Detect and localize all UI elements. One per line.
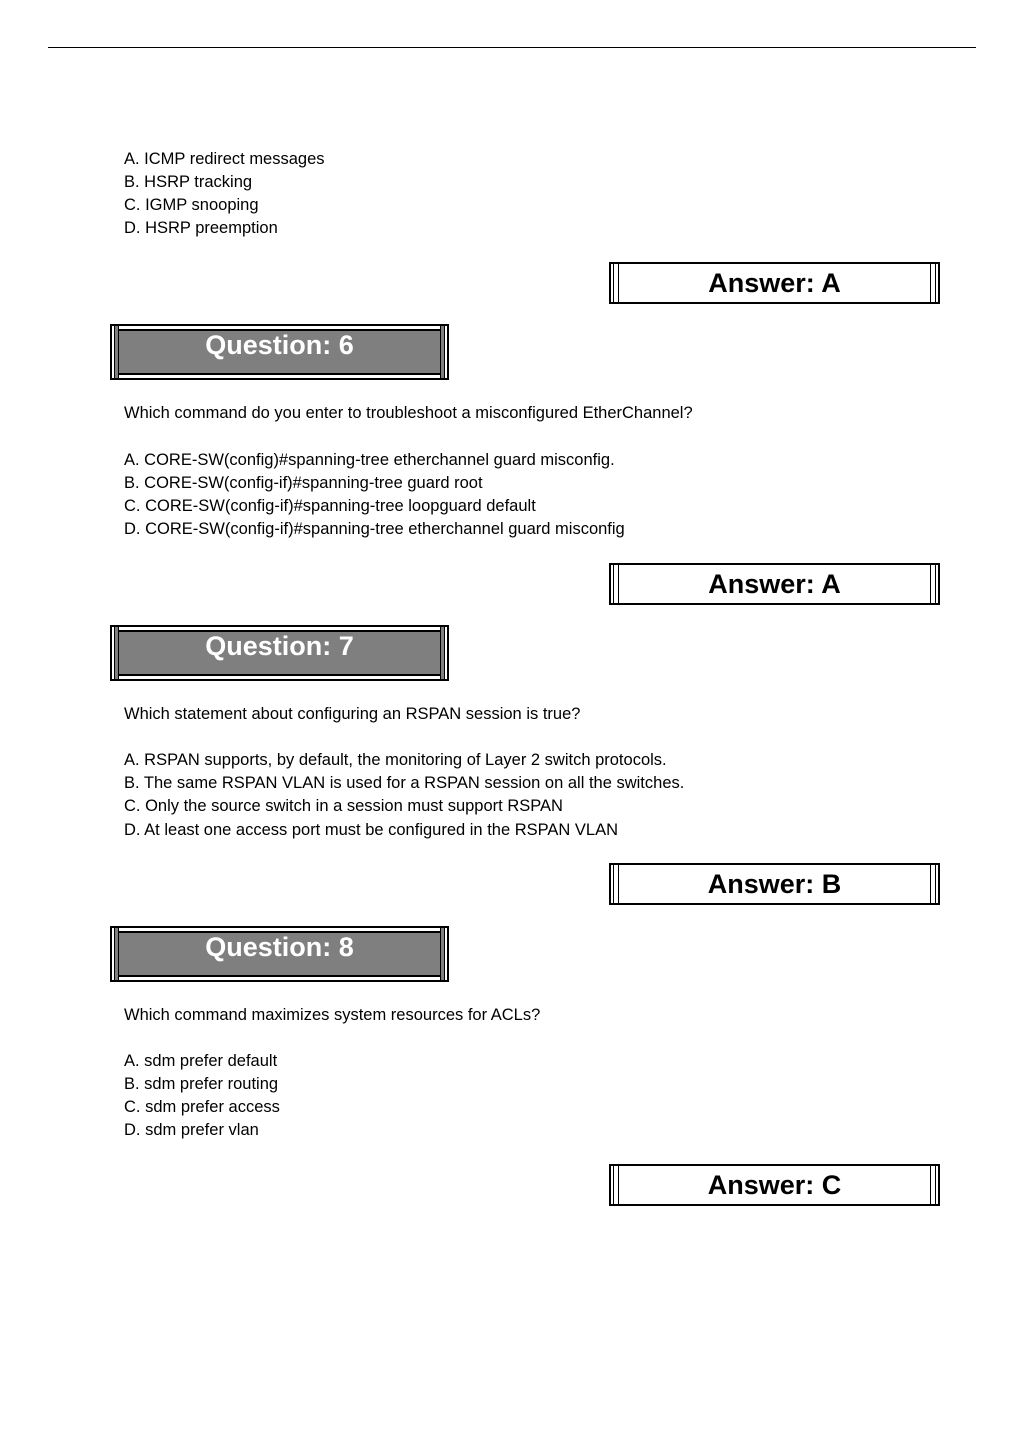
question-title: Question: 8 bbox=[205, 932, 354, 962]
question-8-text: Which command maximizes system resources for ACLs? bbox=[124, 1006, 541, 1024]
option-b: B. sdm prefer routing bbox=[124, 1075, 279, 1093]
answer-box-6 bbox=[609, 563, 940, 605]
option-a: A. CORE-SW(config)#spanning-tree etherchannel guard misconfig. bbox=[124, 451, 615, 469]
option-d: D. At least one access port must be configured in the RSPAN VLAN bbox=[124, 821, 619, 839]
option-b: B. CORE-SW(config-if)#spanning-tree guard root bbox=[124, 474, 483, 492]
question-6-text: Which command do you enter to troubleshoot a misconfigured EtherChannel? bbox=[124, 404, 693, 422]
header-rule bbox=[48, 47, 976, 48]
answer-label: Answer: C bbox=[707, 1170, 842, 1200]
answer-label: Answer: B bbox=[707, 869, 842, 899]
option-a: A. RSPAN supports, by default, the monitoring of Layer 2 switch protocols. bbox=[124, 751, 667, 769]
option-d: D. HSRP preemption bbox=[124, 219, 278, 237]
option-c: C. sdm prefer access bbox=[124, 1098, 280, 1116]
question-7-text: Which statement about configuring an RSPAN session is true? bbox=[124, 705, 581, 723]
answer-box-8 bbox=[609, 1164, 940, 1206]
option-a: A. ICMP redirect messages bbox=[124, 150, 325, 168]
option-c: C. Only the source switch in a session must support RSPAN bbox=[124, 797, 563, 815]
question-header-7 bbox=[110, 625, 449, 681]
option-b: B. The same RSPAN VLAN is used for a RSPAN session on all the switches. bbox=[124, 774, 685, 792]
question-title: Question: 7 bbox=[205, 631, 354, 661]
question-header-8 bbox=[110, 926, 449, 982]
question-header-6 bbox=[110, 324, 449, 380]
answer-label: Answer: A bbox=[708, 268, 841, 298]
option-b: B. HSRP tracking bbox=[124, 173, 253, 191]
option-c: C. CORE-SW(config-if)#spanning-tree loopguard default bbox=[124, 497, 536, 515]
option-a: A. sdm prefer default bbox=[124, 1052, 278, 1070]
option-d: D. CORE-SW(config-if)#spanning-tree etherchannel guard misconfig bbox=[124, 520, 625, 538]
answer-box-7 bbox=[609, 863, 940, 905]
option-d: D. sdm prefer vlan bbox=[124, 1121, 259, 1139]
option-c: C. IGMP snooping bbox=[124, 196, 259, 214]
answer-label: Answer: A bbox=[708, 569, 841, 599]
question-title: Question: 6 bbox=[205, 330, 354, 360]
answer-box-5 bbox=[609, 262, 940, 304]
